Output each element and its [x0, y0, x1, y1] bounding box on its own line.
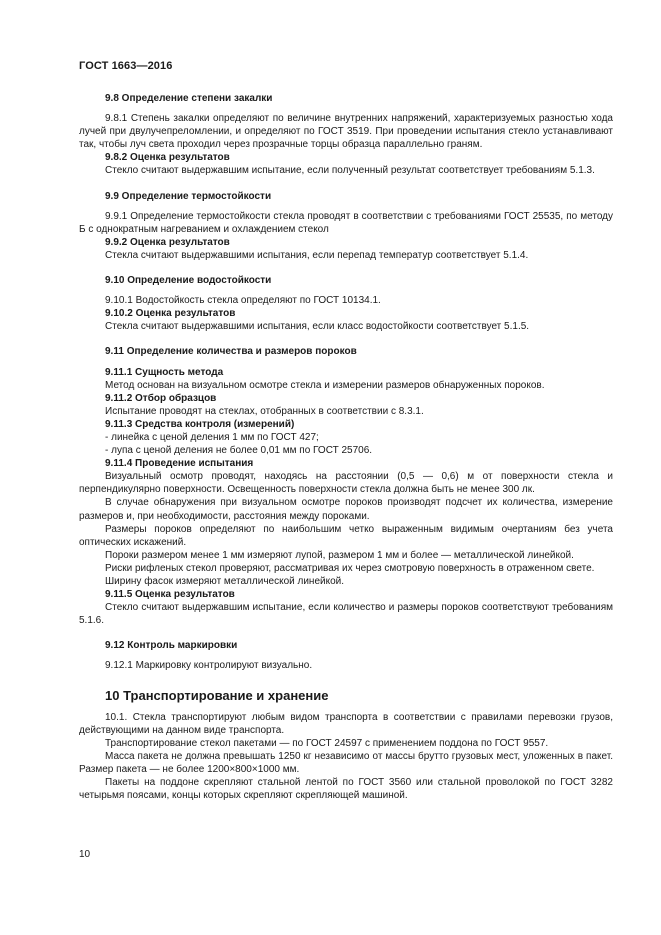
- paragraph-9-11-2: Испытание проводят на стеклах, отобранных в соответствии с 8.3.1.: [105, 405, 424, 417]
- section-9-11-3-heading: 9.11.3 Средства контроля (измерений): [105, 418, 295, 430]
- section-9-8-2-heading: 9.8.2 Оценка результатов: [105, 152, 230, 164]
- section-9-9-2-heading: 9.9.2 Оценка результатов: [105, 236, 230, 248]
- paragraph-9-11-5: Стекло считают выдержавшим испытание, если количество и размеры пороков соответствуют требованиям 5.1.6.: [79, 602, 613, 627]
- section-9-11-heading: 9.11 Определение количества и размеров пороков: [105, 346, 357, 358]
- paragraph-9-12-1: 9.12.1 Маркировку контролируют визуально.: [105, 660, 313, 672]
- paragraph-9-9-1: 9.9.1 Определение термостойкости стекла проводят в соответствии с требованиями ГОСТ 25535, по методу Б с однократным нагреванием и охлаждением стекол: [79, 210, 613, 235]
- paragraph-10-3: Масса пакета не должна превышать 1250 кг независимо от массы брутто грузовых мест, уложенных в пакет. Размер пакета — не более 1200×800×1000 мм.: [79, 750, 613, 776]
- paragraph-9-11-4-3: Размеры пороков определяют по наибольшим четко выраженным видимым очертаниям без учета оптических искажений.: [79, 523, 613, 548]
- paragraph-9-11-4-2: В случае обнаружения при визуальном осмотре пороков производят подсчет их количества, измерение размеров и, при необходимости, расстояния между пороками.: [79, 497, 613, 522]
- paragraph-9-11-4-4: Пороки размером менее 1 мм измеряют лупой, размером 1 мм и более — металлической линейкой.: [105, 549, 574, 561]
- document-body: [79, 92, 613, 802]
- paragraph-9-10-1: 9.10.1 Водостойкость стекла определяют по ГОСТ 10134.1.: [105, 295, 381, 307]
- page-number: 10: [79, 849, 91, 860]
- page-header: ГОСТ 1663—2016: [79, 60, 173, 72]
- section-9-11-1-heading: 9.11.1 Сущность метода: [105, 366, 224, 378]
- section-9-12-heading: 9.12 Контроль маркировки: [105, 640, 238, 652]
- paragraph-9-11-4-1: Визуальный осмотр проводят, находясь на расстоянии (0,5 — 0,6) м от поверхности стекла и перпендикулярно поверхности. Освещенность поверхности стекла должна быть не менее 300 лк.: [79, 471, 613, 496]
- list-item-magnifier: - лупа с ценой деления не более 0,01 мм по ГОСТ 25706.: [105, 445, 373, 457]
- paragraph-9-11-4-5: Риски рифленых стекол проверяют, рассматривая их через смотровую поверхность в отраженном свете.: [105, 562, 595, 574]
- paragraph-9-8-2: Стекло считают выдержавшим испытание, если полученный результат соответствует требованиям 5.1.3.: [105, 165, 595, 177]
- section-9-8-heading: 9.8 Определение степени закалки: [105, 93, 273, 104]
- section-9-11-2-heading: 9.11.2 Отбор образцов: [105, 392, 217, 404]
- paragraph-10-1: 10.1. Стекла транспортируют любым видом транспорта в соответствии с правилами перевозки грузов, действующими на данном виде транспорта.: [79, 711, 613, 736]
- list-item-ruler: - линейка с ценой деления 1 мм по ГОСТ 427;: [105, 431, 319, 443]
- section-9-10-2-heading: 9.10.2 Оценка результатов: [105, 308, 236, 320]
- section-9-9-heading: 9.9 Определение термостойкости: [105, 190, 272, 202]
- paragraph-10-2: Транспортирование стекол пакетами — по ГОСТ 24597 с применением поддона по ГОСТ 9557.: [105, 737, 549, 749]
- paragraph-9-11-1: Метод основан на визуальном осмотре стекла и измерении размеров обнаруженных пороков.: [105, 379, 545, 391]
- section-10-heading: 10 Транспортирование и хранение: [105, 687, 329, 703]
- paragraph-9-10-2: Стекла считают выдержавшими испытания, если класс водостойкости соответствует 5.1.5.: [105, 321, 530, 333]
- paragraph-9-11-4-6: Ширину фасок измеряют металлической линейкой.: [105, 576, 345, 587]
- section-9-10-heading: 9.10 Определение водостойкости: [105, 275, 272, 287]
- paragraph-9-9-2: Стекла считают выдержавшими испытания, если перепад температур соответствует 5.1.4.: [105, 249, 529, 261]
- paragraph-10-4: Пакеты на поддоне скрепляют стальной лентой по ГОСТ 3560 или стальной проволокой по ГОСТ 3282 четырьмя поясами, концы которых скрепляют скрепляющей машиной.: [79, 777, 613, 802]
- paragraph-9-8-1: 9.8.1 Степень закалки определяют по величине внутренних напряжений, характеризуемых разностью хода лучей при двулучепреломлении, и определяют по ГОСТ 3519. При проведении испытания стекло устанавливают так, чтобы луч света проходил через прозрачные торцы образца параллельно граням.: [79, 113, 613, 151]
- section-9-11-5-heading: 9.11.5 Оценка результатов: [105, 589, 235, 601]
- section-9-11-4-heading: 9.11.4 Проведение испытания: [105, 458, 254, 470]
